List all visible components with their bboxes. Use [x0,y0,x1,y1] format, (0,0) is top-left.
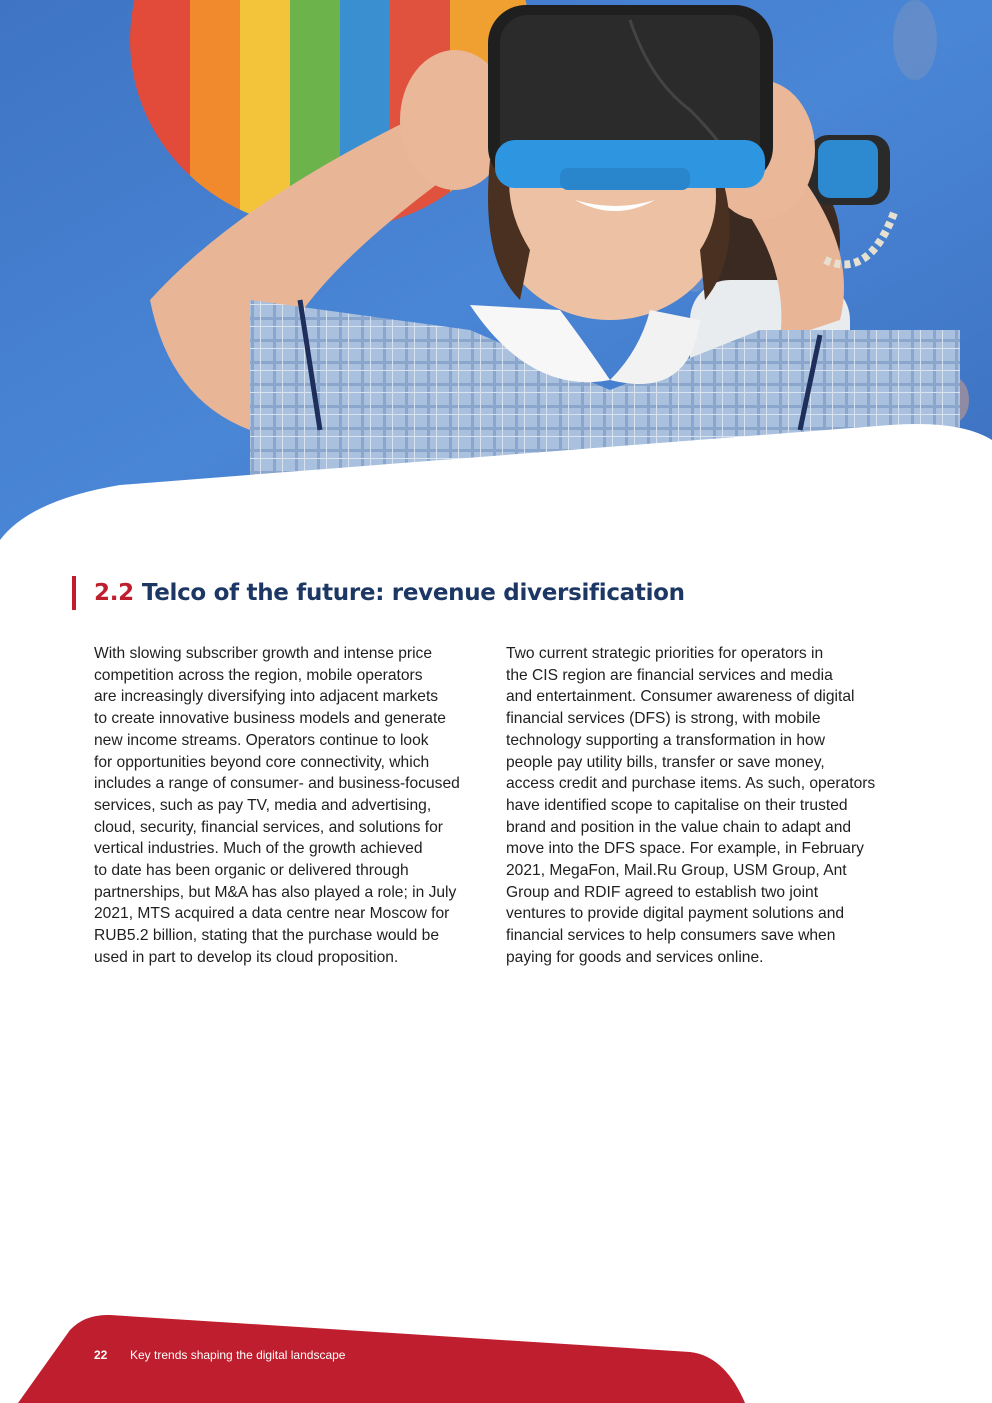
body-column-right [506,643,898,969]
text-line: vertical industries. Much of the growth achieved [94,840,423,858]
text-line: financial services to help consumers save when [506,927,836,945]
page-footer [0,1300,992,1403]
text-line: 2021, MTS acquired a data centre near Moscow for [94,905,450,923]
text-line: financial services (DFS) is strong, with mobile [506,710,821,728]
text-line: brand and position in the value chain to adapt and [506,818,852,836]
section-title [94,580,685,606]
heading-accent-bar [72,576,76,610]
text-line: With slowing subscriber growth and intense price [94,645,433,662]
text-line: Group and RDIF agreed to establish two joint [506,883,819,901]
running-title: Key trends shaping the digital landscape [130,1348,346,1362]
text-line: are increasingly diversifying into adjacent markets [94,688,439,706]
body-column-left [94,643,486,969]
text-line: to create innovative business models and generate [94,710,446,728]
text-line: services, such as pay TV, media and advertising, [94,796,432,814]
vr-child-illustration [0,0,992,560]
text-line: used in part to develop its cloud proposition. [94,948,399,966]
text-line: and entertainment. Consumer awareness of digital [506,688,855,706]
text-line: competition across the region, mobile operators [94,666,423,684]
section-title-text: Telco of the future: revenue diversification [141,580,685,606]
text-line: paying for goods and services online. [506,948,764,966]
text-line: includes a range of consumer- and business-focused [94,775,460,793]
section-number: 2.2 [94,580,134,606]
text-line: move into the DFS space. For example, in February [506,840,864,858]
page-number: 22 [94,1348,108,1362]
text-line: partnerships, but M&A has also played a role; in July [94,883,457,901]
text-line: ventures to provide digital payment solutions and [506,905,845,923]
text-line: new income streams. Operators continue to look [94,731,429,749]
text-line: the CIS region are financial services and media [506,666,833,684]
text-line: access credit and purchase items. As such, operators [506,775,876,793]
text-line: people pay utility bills, transfer or save money, [506,753,825,771]
text-line: for opportunities beyond core connectivity, which [94,753,430,771]
text-line: cloud, security, financial services, and solutions for [94,818,444,836]
text-line: RUB5.2 billion, stating that the purchase would be [94,927,440,945]
text-line: Two current strategic priorities for operators in [506,645,824,662]
text-line: have identified scope to capitalise on their trusted [506,796,848,814]
text-line: 2021, MegaFon, Mail.Ru Group, USM Group, Ant [506,862,847,880]
section-heading [72,576,685,610]
text-line: technology supporting a transformation in how [506,731,825,749]
text-line: to date has been organic or delivered through [94,862,409,880]
hero-photo [0,0,992,560]
